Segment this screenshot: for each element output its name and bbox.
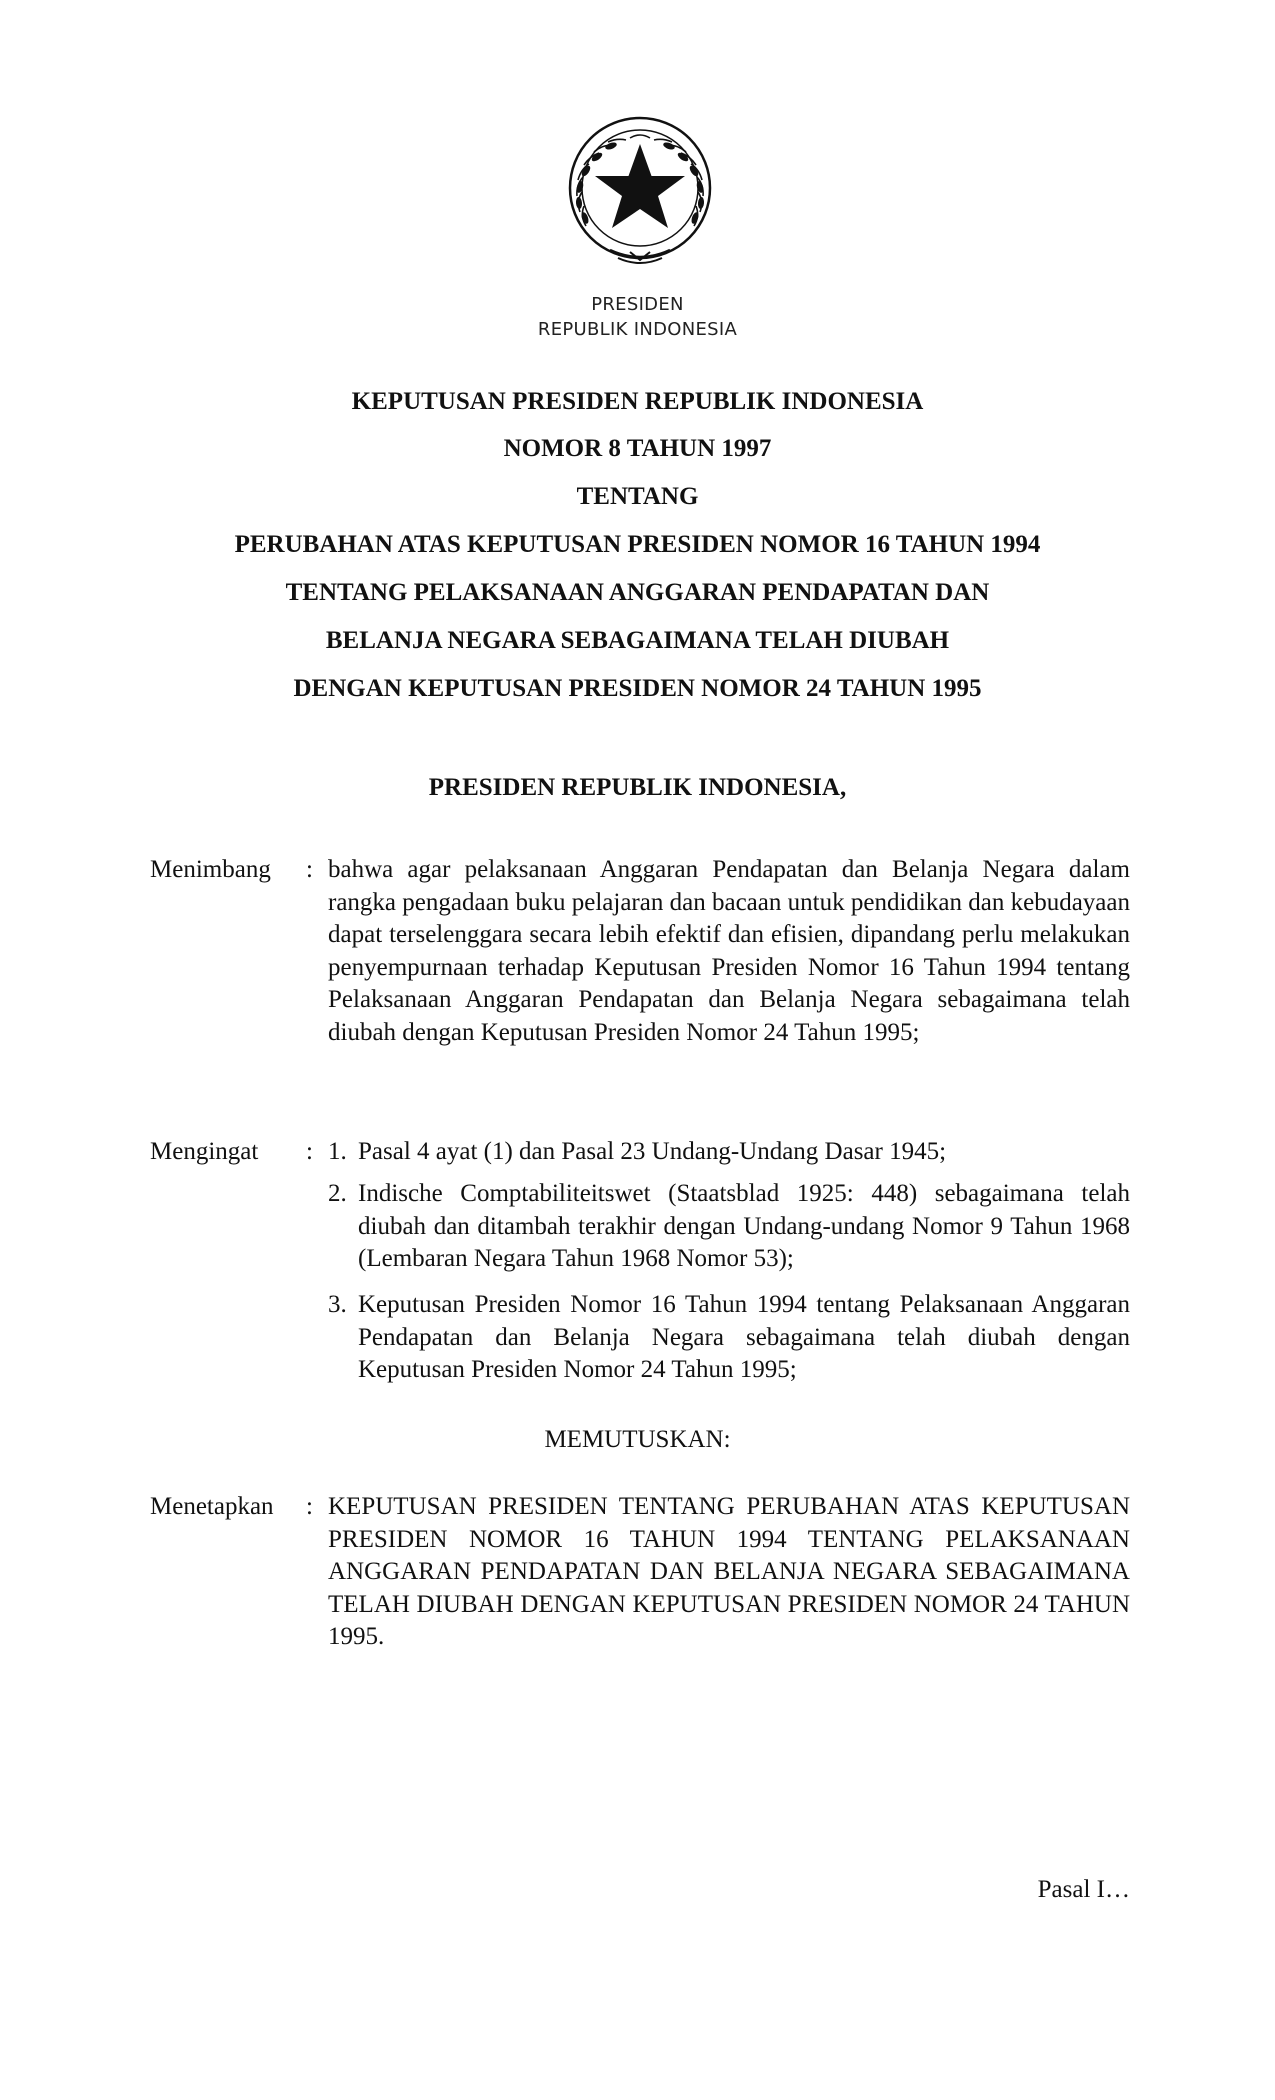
menimbang-label: Menimbang	[150, 856, 271, 883]
office-line-2: REPUBLIK INDONESIA	[537, 319, 738, 340]
menimbang-text: bahwa agar pelaksanaan Anggaran Pendapatan dan Belanja Negara dalam rangka pengadaan buku pelajaran dan bacaan untuk pendidikan dan kebudayaan dapat terselenggara secara lebih efektif dan efisien, dipandang perlu melakukan penyempurnaan terhadap Keputusan Presiden Nomor 16 Tahun 1994 tentang Pelaksanaan Anggaran Pendapatan dan Belanja Negara sebagaimana telah diubah dengan Keputusan Presiden Nomor 24 Tahun 1995;	[328, 856, 1130, 1046]
office-line-1: PRESIDEN	[591, 294, 684, 315]
mengingat-label: Mengingat	[150, 1138, 259, 1165]
memutuskan-heading: MEMUTUSKAN:	[544, 1426, 731, 1453]
menetapkan-colon: :	[306, 1493, 313, 1520]
mengingat-item-number: 1.	[328, 1138, 347, 1165]
decree-subject-line-1: PERUBAHAN ATAS KEPUTUSAN PRESIDEN NOMOR 16 TAHUN 1994	[234, 531, 1041, 558]
issuer-heading: PRESIDEN REPUBLIK INDONESIA,	[428, 774, 847, 801]
page-continuation: Pasal I…	[1037, 1876, 1130, 1903]
presidential-emblem-icon	[556, 108, 724, 276]
decree-subject-line-4: DENGAN KEPUTUSAN PRESIDEN NOMOR 24 TAHUN 1995	[293, 675, 982, 702]
mengingat-item-text: Indische Comptabiliteitswet (Staatsblad 1925: 448) sebagaimana telah diubah dan ditambah terakhir dengan Undang-undang Nomor 9 Tahun 1968 (Lembaran Negara Tahun 1968 Nomor 53);	[358, 1180, 1130, 1272]
menimbang-colon: :	[306, 856, 313, 883]
decree-subject-line-3: BELANJA NEGARA SEBAGAIMANA TELAH DIUBAH	[325, 627, 950, 654]
decree-subject-line-2: TENTANG PELAKSANAAN ANGGARAN PENDAPATAN DAN	[285, 579, 990, 606]
decree-number: NOMOR 8 TAHUN 1997	[503, 435, 772, 462]
menetapkan-label: Menetapkan	[150, 1493, 274, 1520]
mengingat-item-text: Keputusan Presiden Nomor 16 Tahun 1994 tentang Pelaksanaan Anggaran Pendapatan dan Belanja Negara sebagaimana telah diubah dengan Keputusan Presiden Nomor 24 Tahun 1995;	[358, 1291, 1130, 1383]
mengingat-colon: :	[306, 1138, 313, 1165]
decree-title-tentang: TENTANG	[576, 483, 699, 510]
decree-title-line-1: KEPUTUSAN PRESIDEN REPUBLIK INDONESIA	[351, 388, 924, 415]
mengingat-item-text: Pasal 4 ayat (1) dan Pasal 23 Undang-Undang Dasar 1945;	[358, 1138, 947, 1165]
mengingat-item-number: 3.	[328, 1291, 347, 1318]
mengingat-item-number: 2.	[328, 1180, 347, 1207]
menetapkan-text: KEPUTUSAN PRESIDEN TENTANG PERUBAHAN ATAS KEPUTUSAN PRESIDEN NOMOR 16 TAHUN 1994 TENTANG PELAKSANAAN ANGGARAN PENDAPATAN DAN BELANJA NEGARA SEBAGAIMANA TELAH DIUBAH DENGAN KEPUTUSAN PRESIDEN NOMOR 24 TAHUN 1995.	[328, 1493, 1130, 1650]
